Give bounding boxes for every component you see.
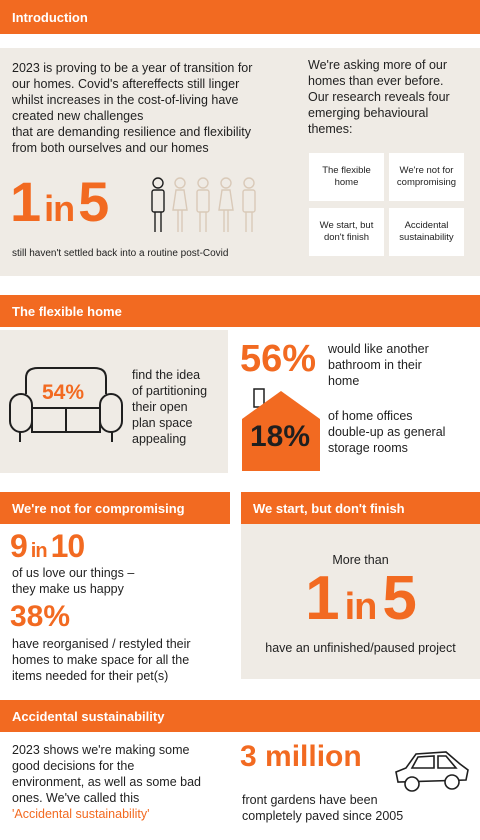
bathroom-line: home: [328, 374, 360, 388]
not-compromising-header: [0, 492, 230, 524]
accidental-line: environment, as well as some bad: [12, 775, 201, 789]
flexible-home-header: [0, 295, 480, 327]
introduction-body: [12, 60, 302, 156]
sofa-line: find the idea: [132, 368, 201, 382]
more-than-text: More than: [332, 553, 389, 567]
accidental-heading: Accidental sustainability: [12, 708, 165, 724]
side-line: Our research reveals four: [308, 90, 450, 104]
sofa-line: plan space: [132, 416, 193, 430]
introduction-heading: Introduction: [12, 9, 88, 25]
pet-line: homes to make space for all the: [12, 653, 190, 667]
accidental-body: [12, 742, 237, 822]
sofa-line: appealing: [132, 432, 187, 446]
gardens-line: completely paved since 2005: [242, 809, 404, 823]
side-line: homes than ever before.: [308, 74, 444, 88]
sofa-percent: 54%: [42, 381, 85, 404]
pet-line: items needed for their pet(s): [12, 669, 169, 683]
bathroom-percent: 56%: [240, 338, 317, 380]
love-things-line: they make us happy: [12, 582, 124, 596]
start-not-finish-heading: We start, but don't finish: [253, 500, 405, 516]
gardens-text: [242, 792, 478, 824]
love-things-stat: 9 in 10: [10, 528, 85, 564]
intro-stat: 1 in5: [10, 170, 109, 233]
intro-line: that are demanding resilience and flexibility: [12, 125, 252, 139]
not-compromising-heading: We're not for compromising: [12, 500, 185, 516]
accidental-header: [0, 700, 480, 732]
intro-stat-caption: still haven't settled back into a routine post-Covid: [12, 248, 229, 259]
project-caption: have an unfinished/paused project: [265, 641, 456, 655]
intro-line: whilst increases in the cost-of-living have: [12, 93, 239, 107]
love-things-line: of us love our things –: [12, 566, 135, 580]
bathroom-line: bathroom in their: [328, 358, 422, 372]
pet-text: [12, 636, 232, 684]
bathroom-line: would like another: [328, 342, 429, 356]
people-icon: [148, 176, 266, 234]
love-things-text: [12, 565, 222, 597]
gardens-stat: 3 million: [240, 740, 362, 773]
intro-line: from both ourselves and our homes: [12, 141, 209, 155]
accidental-line: ones. We've called this: [12, 791, 140, 805]
sofa-text: [132, 367, 228, 447]
sofa-line: of partitioning: [132, 384, 208, 398]
intro-side-text: [308, 57, 478, 137]
project-stat: 1 in5: [305, 564, 416, 633]
bathroom-text: [328, 341, 478, 389]
sofa-line: their open: [132, 400, 188, 414]
pet-line: have reorganised / restyled their: [12, 637, 191, 651]
car-icon: [392, 748, 472, 796]
intro-line: our homes. Covid's aftereffects still linger: [12, 77, 240, 91]
gardens-line: front gardens have been: [242, 793, 378, 807]
accidental-line: 2023 shows we're making some: [12, 743, 190, 757]
office-line: double-up as general: [328, 425, 446, 439]
intro-line: 2023 is proving to be a year of transition for: [12, 61, 253, 75]
office-percent: 18%: [250, 420, 311, 453]
side-line: We're asking more of our: [308, 58, 448, 72]
office-line: of home offices: [328, 409, 413, 423]
start-not-finish-header: [241, 492, 480, 524]
theme-card-accidental-sustainability: Accidental sustainability: [389, 208, 464, 256]
intro-line: created new challenges: [12, 109, 144, 123]
office-text: [328, 408, 478, 456]
pet-percent: 38%: [10, 600, 71, 633]
office-line: storage rooms: [328, 441, 408, 455]
side-line: themes:: [308, 122, 353, 136]
theme-card-flexible-home: The flexible home: [309, 153, 384, 201]
theme-card-not-compromising: We're not for compromising: [389, 153, 464, 201]
theme-card-start-not-finish: We start, but don't finish: [309, 208, 384, 256]
accidental-line: good decisions for the: [12, 759, 135, 773]
side-line: emerging behavioural: [308, 106, 429, 120]
accidental-highlight: 'Accidental sustainability': [12, 807, 150, 821]
flexible-home-heading: The flexible home: [12, 303, 122, 319]
sofa-icon: [8, 364, 124, 446]
introduction-header: [0, 0, 480, 34]
